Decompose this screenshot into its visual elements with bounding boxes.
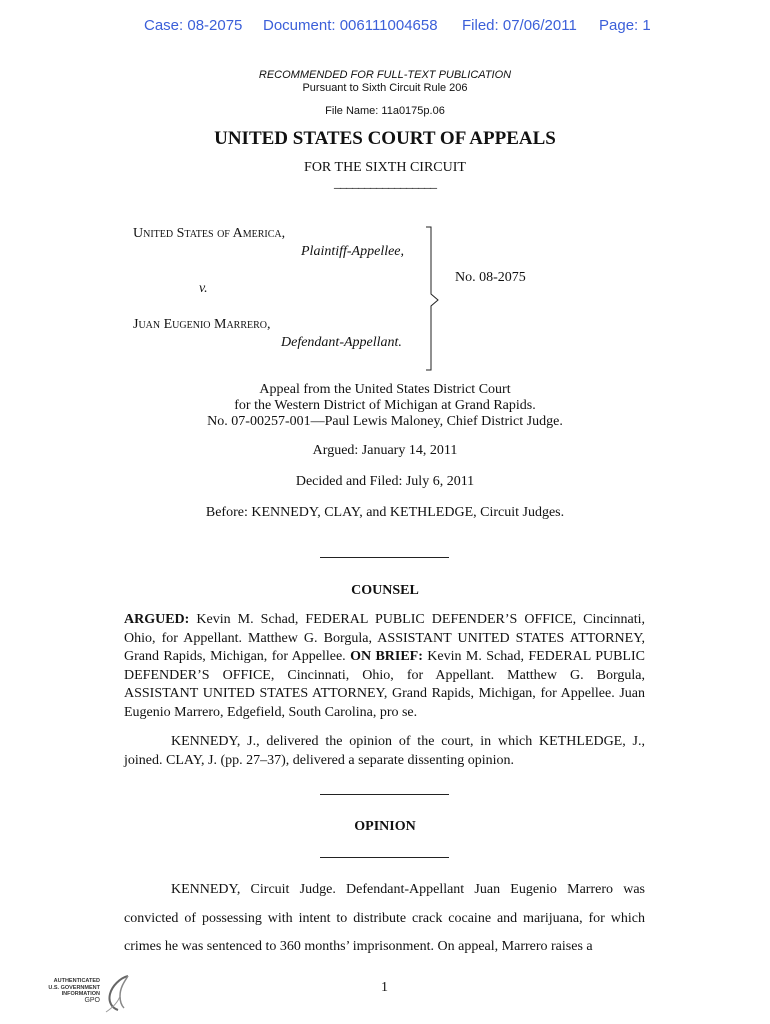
court-title: UNITED STATES COURT OF APPEALS <box>214 128 556 149</box>
title-divider: _________________ <box>334 176 436 191</box>
publication-recommendation: RECOMMENDED FOR FULL-TEXT PUBLICATION <box>258 69 512 81</box>
argued-text: Kevin M. Schad, FEDERAL PUBLIC DEFENDER’S OFFICE, Cincinnati, Ohio, for Appellant. Matthew G. Borgula, ASSISTANT UNITED STATES ATTORNEY, Grand Rapids, Michigan, for Appellee. <box>124 612 645 664</box>
plaintiff-role: Plaintiff-Appellee, <box>301 244 405 259</box>
docket-number: No. 08-2075 <box>455 270 526 285</box>
counsel-paragraph <box>124 611 645 722</box>
eagle-icon <box>98 972 134 1014</box>
appeal-line-1: Appeal from the United States District Court <box>259 382 511 397</box>
on-brief-label: ON BRIEF: <box>350 649 423 664</box>
page-number-stamp: Page: 1 <box>599 17 651 34</box>
decided-date: Decided and Filed: July 6, 2011 <box>295 474 475 489</box>
gpo-authenticated-logo: AUTHENTICATED U.S. GOVERNMENT INFORMATION GPO <box>40 972 135 1014</box>
versus-label: v. <box>199 281 208 296</box>
argued-label: ARGUED: <box>124 612 190 627</box>
opinion-paragraph: KENNEDY, Circuit Judge. Defendant-Appellant Juan Eugenio Marrero was convicted of possessing with intent to distribute crack cocaine and marijuana, for which crimes he was sentenced to 360 months’ imprisonment. On appeal, Marrero raises a <box>124 882 645 954</box>
opinion-heading: OPINION <box>354 819 416 834</box>
panel-judges: Before: KENNEDY, CLAY, and KETHLEDGE, Circuit Judges. <box>205 505 565 520</box>
on-brief-text: Kevin M. Schad, FEDERAL PUBLIC DEFENDER’S OFFICE, Cincinnati, Ohio, for Appellant. Matthew G. Borgula, ASSISTANT UNITED STATES ATTORNEY, Grand Rapids, Michigan, for Appellee. Juan Eugenio Marrero, Edgefield, South Carolina, pro se. <box>124 649 645 720</box>
appeal-line-2: for the Western District of Michigan at Grand Rapids. <box>234 398 536 413</box>
defendant-role: Defendant-Appellant. <box>281 335 402 350</box>
defendant-name: Juan Eugenio Marrero, <box>133 317 271 332</box>
section-divider <box>320 794 449 795</box>
section-divider <box>320 557 449 558</box>
circuit-name: FOR THE SIXTH CIRCUIT <box>304 160 466 175</box>
page-number: 1 <box>381 980 388 995</box>
appeal-line-3: No. 07-00257-001—Paul Lewis Maloney, Chief District Judge. <box>207 414 563 429</box>
section-divider <box>320 857 449 858</box>
argued-date: Argued: January 14, 2011 <box>312 443 458 458</box>
delivered-paragraph: KENNEDY, J., delivered the opinion of the court, in which KETHLEDGE, J., joined. CLAY, J. (pp. 27–37), delivered a separate dissenting opinion. <box>124 734 645 768</box>
document-number-stamp: Document: 006111004658 <box>263 17 438 34</box>
plaintiff-name: United States of America, <box>133 226 286 241</box>
publication-rule: Pursuant to Sixth Circuit Rule 206 <box>302 82 468 94</box>
case-number-stamp: Case: 08-2075 <box>144 17 243 34</box>
caption-bracket <box>420 224 442 374</box>
filed-date-stamp: Filed: 07/06/2011 <box>462 17 577 34</box>
file-name: File Name: 11a0175p.06 <box>325 105 445 117</box>
counsel-heading: COUNSEL <box>351 583 419 598</box>
